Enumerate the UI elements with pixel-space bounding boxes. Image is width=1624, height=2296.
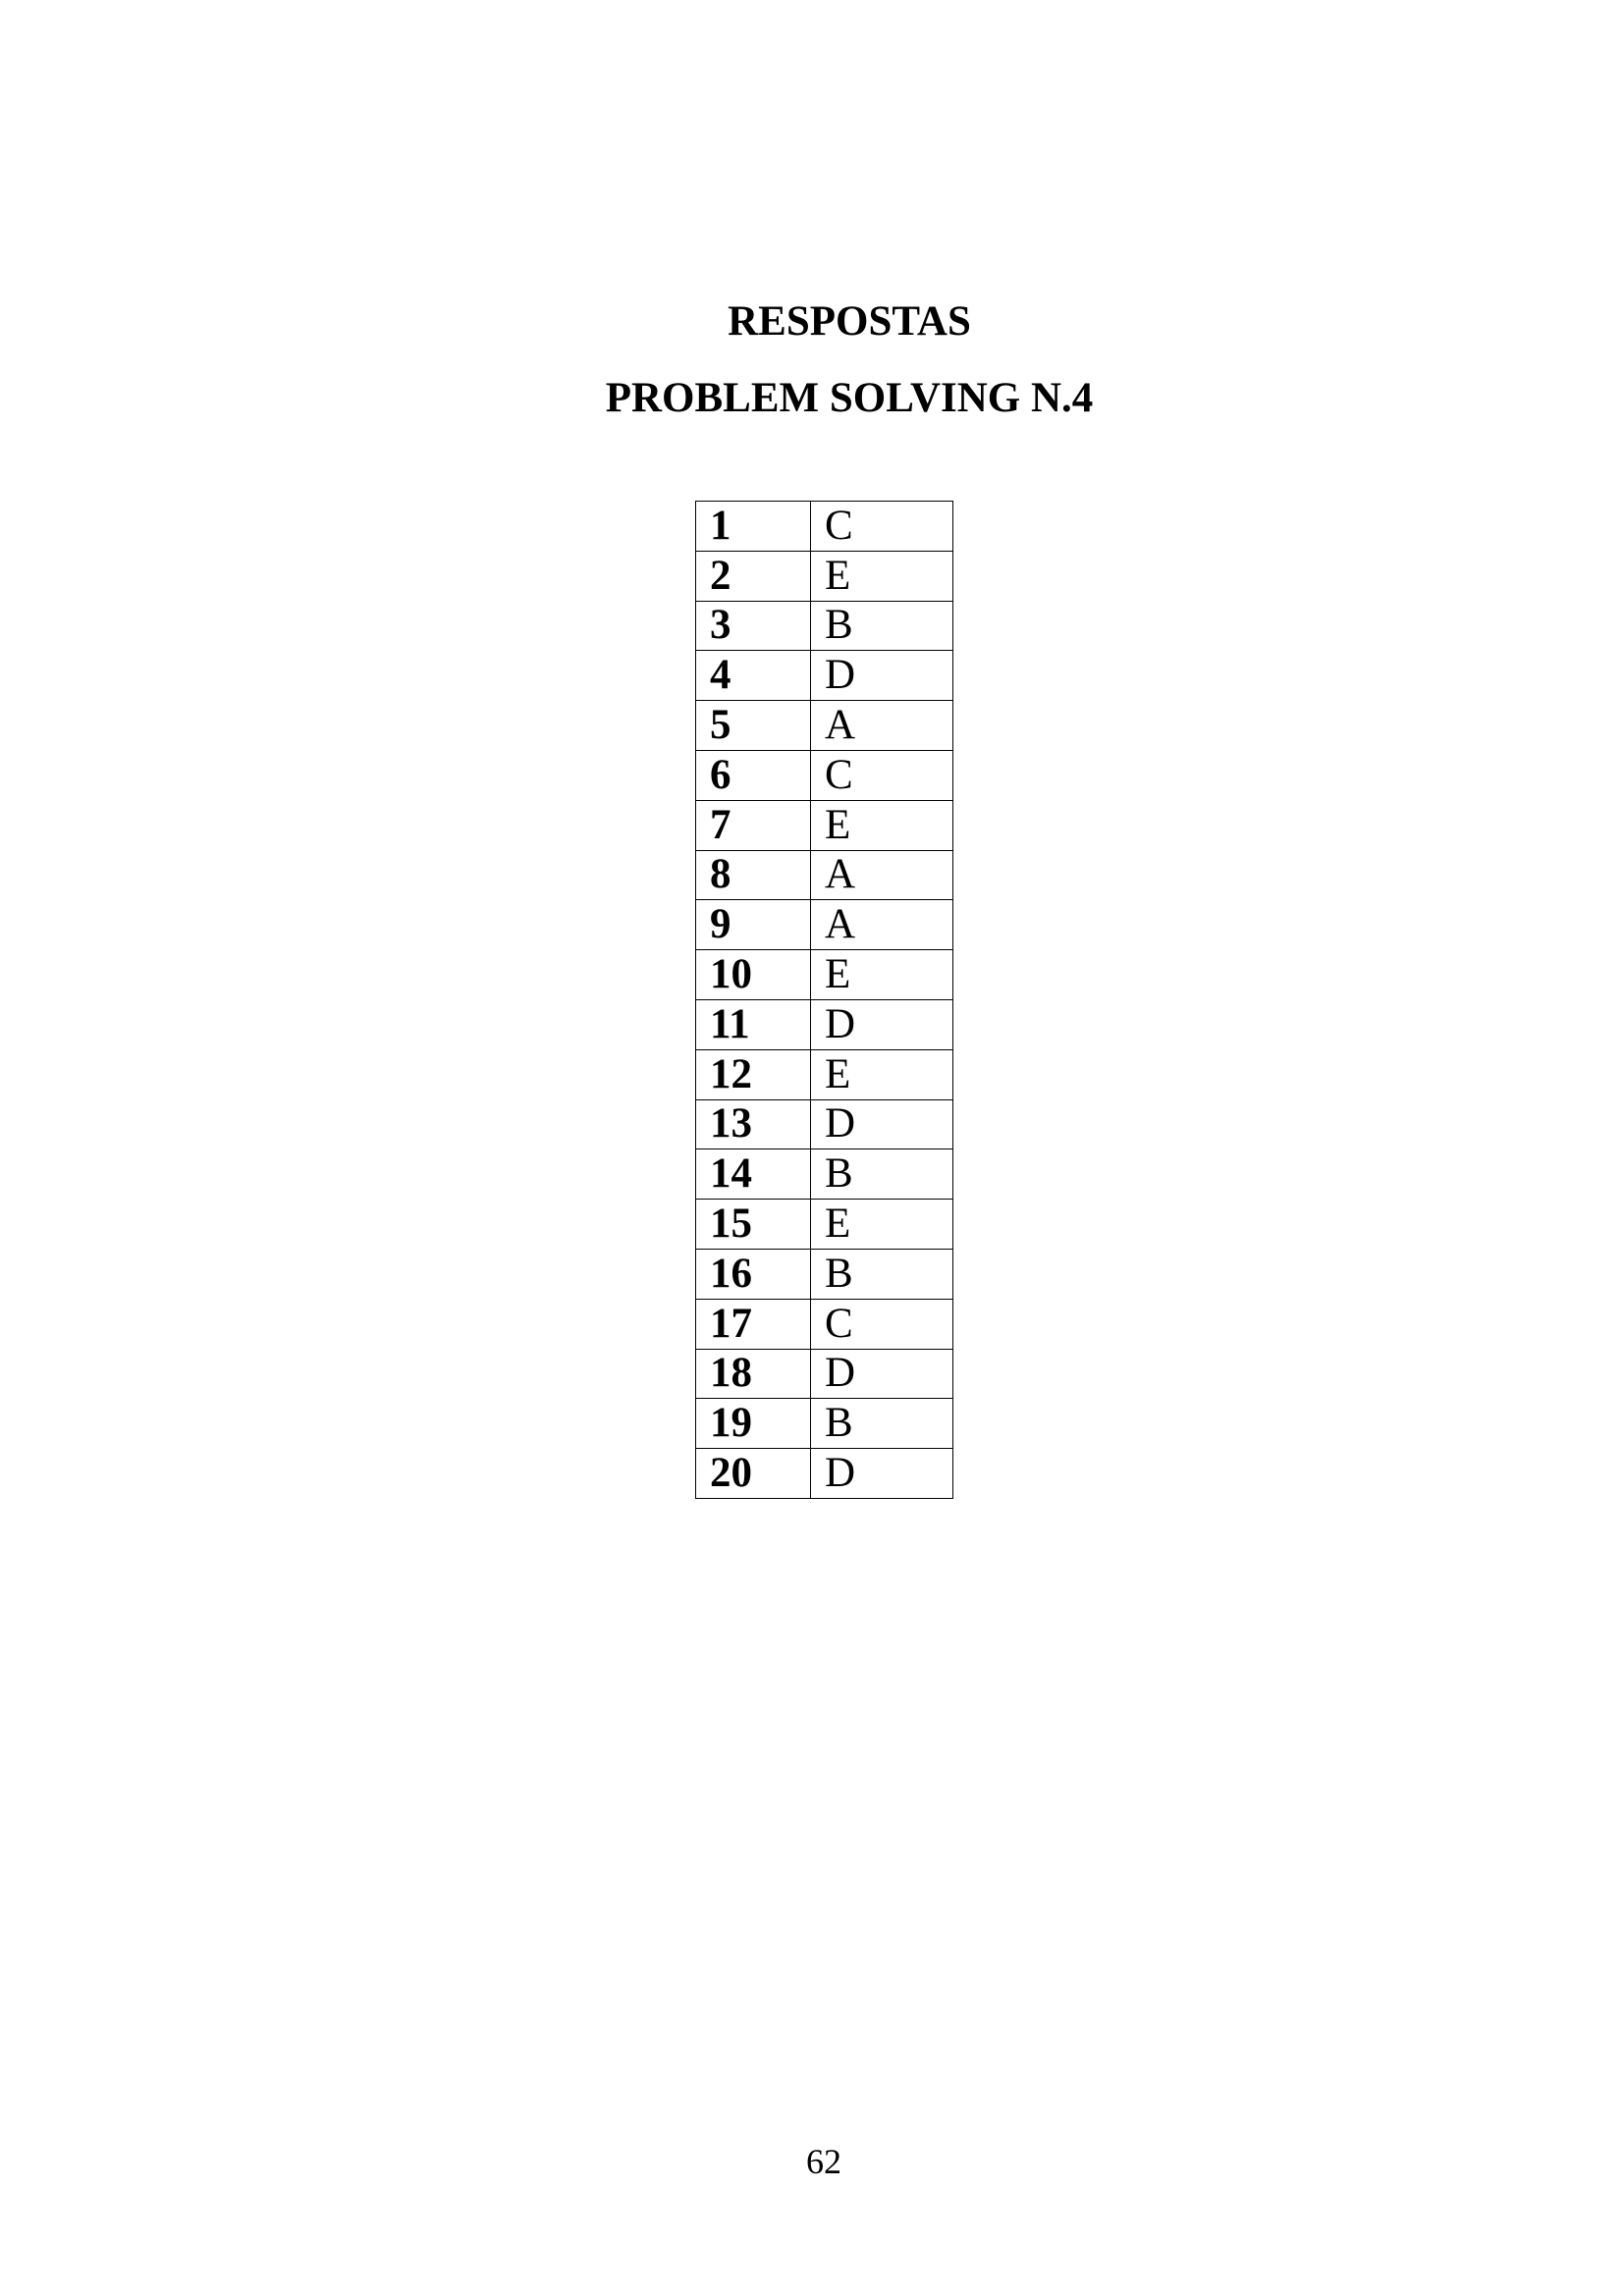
table-row — [696, 800, 953, 850]
table-row — [696, 850, 953, 900]
answer-letter: E — [811, 800, 953, 850]
answer-letter: E — [811, 1049, 953, 1099]
table-row — [696, 551, 953, 601]
question-number: 17 — [696, 1299, 811, 1349]
table-row — [696, 1249, 953, 1299]
question-number: 19 — [696, 1399, 811, 1449]
answer-letter: B — [811, 1249, 953, 1299]
question-number: 18 — [696, 1349, 811, 1399]
table-row — [696, 900, 953, 950]
table-row — [696, 1399, 953, 1449]
question-number: 3 — [696, 601, 811, 651]
page-number: 62 — [806, 2142, 841, 2181]
answer-letter: A — [811, 850, 953, 900]
table-row — [696, 1149, 953, 1200]
table-row — [696, 651, 953, 701]
table-row — [696, 1299, 953, 1349]
table-row — [696, 999, 953, 1049]
question-number: 1 — [696, 502, 811, 552]
answer-letter: C — [811, 502, 953, 552]
page-title: RESPOSTAS — [728, 298, 971, 345]
question-number: 8 — [696, 850, 811, 900]
question-number: 11 — [696, 999, 811, 1049]
answer-letter: D — [811, 999, 953, 1049]
page-subtitle: PROBLEM SOLVING N.4 — [605, 375, 1094, 421]
table-row — [696, 1449, 953, 1499]
answer-letter: D — [811, 651, 953, 701]
answer-letter: B — [811, 601, 953, 651]
question-number: 9 — [696, 900, 811, 950]
answer-letter: D — [811, 1449, 953, 1499]
answer-letter: C — [811, 1299, 953, 1349]
table-row — [696, 750, 953, 800]
answer-letter: D — [811, 1349, 953, 1399]
question-number: 13 — [696, 1099, 811, 1149]
table-row — [696, 1200, 953, 1250]
answer-letter: B — [811, 1149, 953, 1200]
question-number: 6 — [696, 750, 811, 800]
answer-letter: E — [811, 551, 953, 601]
question-number: 15 — [696, 1200, 811, 1250]
answer-letter: E — [811, 1200, 953, 1250]
table-row — [696, 950, 953, 1000]
question-number: 16 — [696, 1249, 811, 1299]
answer-letter: E — [811, 950, 953, 1000]
answer-key-table — [695, 501, 953, 1499]
question-number: 2 — [696, 551, 811, 601]
answer-letter: A — [811, 701, 953, 751]
table-row — [696, 1099, 953, 1149]
table-row — [696, 701, 953, 751]
question-number: 7 — [696, 800, 811, 850]
answer-letter: C — [811, 750, 953, 800]
question-number: 5 — [696, 701, 811, 751]
question-number: 12 — [696, 1049, 811, 1099]
table-row — [696, 1349, 953, 1399]
table-row — [696, 601, 953, 651]
answer-letter: A — [811, 900, 953, 950]
answer-letter: D — [811, 1099, 953, 1149]
question-number: 4 — [696, 651, 811, 701]
table-row — [696, 1049, 953, 1099]
question-number: 10 — [696, 950, 811, 1000]
question-number: 14 — [696, 1149, 811, 1200]
answer-letter: B — [811, 1399, 953, 1449]
question-number: 20 — [696, 1449, 811, 1499]
table-row — [696, 502, 953, 552]
answer-key-rows — [696, 502, 953, 1499]
